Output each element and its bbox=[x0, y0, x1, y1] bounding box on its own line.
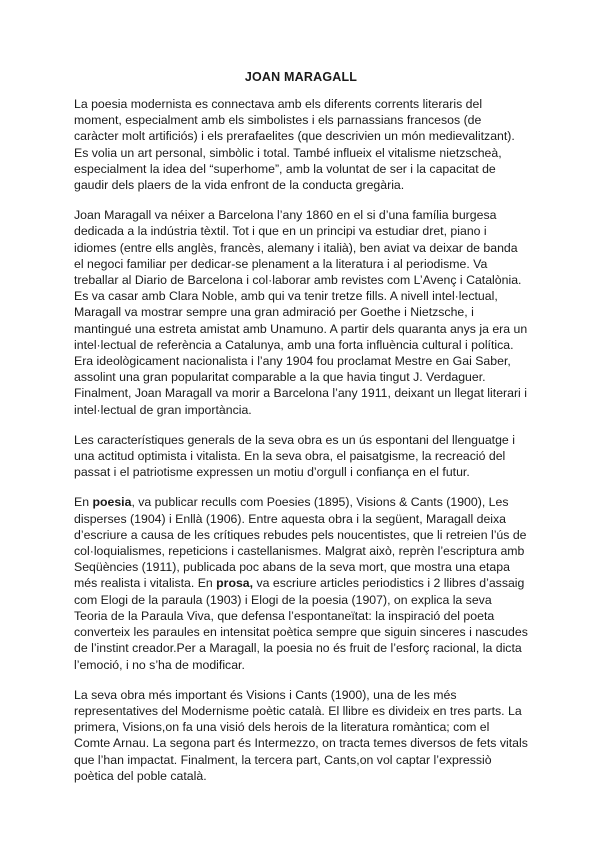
document-title: JOAN MARAGALL bbox=[244, 70, 358, 84]
paragraph-modernisme: La poesia modernista es connectava amb els diferents corrents literaris del moment, especialment amb els simbolistes i els parnassians francesos (de caràcter molt artificiós) i els prerafaelites (que descrivien un món medievalitzant). Es volia un art personal, simbòlic i total. També influeix el vitalisme nietzscheà, especialment la idea del “superhome”, amb la voluntat de ser i la capacitat de gaudir dels plaers de la vida enfront de la conducta gregària. bbox=[74, 97, 515, 193]
paragraph-caracteristiques: Les característiques generals de la seva obra es un ús espontani del llenguatge i una actitud optimista i vitalista. En la seva obra, el paisatgisme, la recreació del passat i el patriotisme expressen un motiu d’orgull i confiança en el futur. bbox=[74, 432, 515, 480]
bold-term-poesia: poesia bbox=[92, 495, 132, 510]
paragraph-biografia: Joan Maragall va néixer a Barcelona l’any 1860 en el si d’una família burgesa dedicada a la indústria tèxtil. Tot i que en un principi va estudiar dret, piano i idiomes (entre ells anglès, francès, alemany i italià), ben aviat va deixar de banda el negoci familiar per dedicar-se plenament a la literatura i al periodisme. Va treballar al Diario de Barcelona i col·laborar amb revistes com L’Avenç i Catalònia. Es va casar amb Clara Noble, amb qui va tenir tretze fills. A nivell intel·lectual, Maragall va mostrar sempre una gran admiració per Goethe i Nietzsche, i mantingué una estreta amistat amb Unamuno. A partir dels quaranta anys ja era un intel·lectual de referència a Catalunya, amb una forta influència cultural i política. Era ideològicament nacionalista i l’any 1904 fou proclamat Mestre en Gai Saber, assolint una gran popularitat comparable a la que havia tingut J. Verdaguer. Finalment, Joan Maragall va morir a Barcelona l’any 1911, deixant un llegat literari i intel·lectual de gran importància. bbox=[74, 208, 528, 417]
text-run: En bbox=[74, 495, 93, 510]
paragraph-obra bbox=[74, 494, 528, 672]
paragraph-visions-cants: La seva obra més important és Visions i Cants (1900), una de les més representatives del Modernisme poètic català. El llibre es divideix en tres parts. La primera, Visions,on fa una visió dels herois de la literatura romàntica; com el Comte Arnau. La segona part és Intermezzo, on tracta temes diversos de fets vitals que l’han impactat. Finalment, la tercera part, Cants,on vol captar l’expressiò poètica del poble català. bbox=[74, 687, 528, 783]
bold-term-prosa: prosa, bbox=[216, 576, 254, 591]
text-run: , va publicar reculls com Poesies (1895), Visions & Cants (1900), Les disperses (1904) i Enllà (1906). Entre aquesta obra i la següent, Maragall deixa d’escriure a causa de les crítiques rebudes pels noucentistes, que li retreien l’ús de col·loquialismes, repeticions i castellanismes. Malgrat això, reprèn l’escriptura amb Seqüències (1911), publicada poc abans de la seva mort, que mostra una etapa més realista i vitalista. En bbox=[74, 495, 527, 591]
text-run: va escriure articles periodistics i 2 llibres d’assaig com Elogi de la paraula (1903) i Elogi de la poesia (1907), on explica la seva Teoria de la Paraula Viva, que defensa l’espontaneïtat: la inspiració del poeta converteix les paraules en intensitat poètica sempre que siguin sinceres i nascudes de l’instint creador.Per a Maragall, la poesia no és fruit de l’esforç racional, la dicta l’emoció, i no s’ha de modificar. bbox=[74, 576, 528, 672]
